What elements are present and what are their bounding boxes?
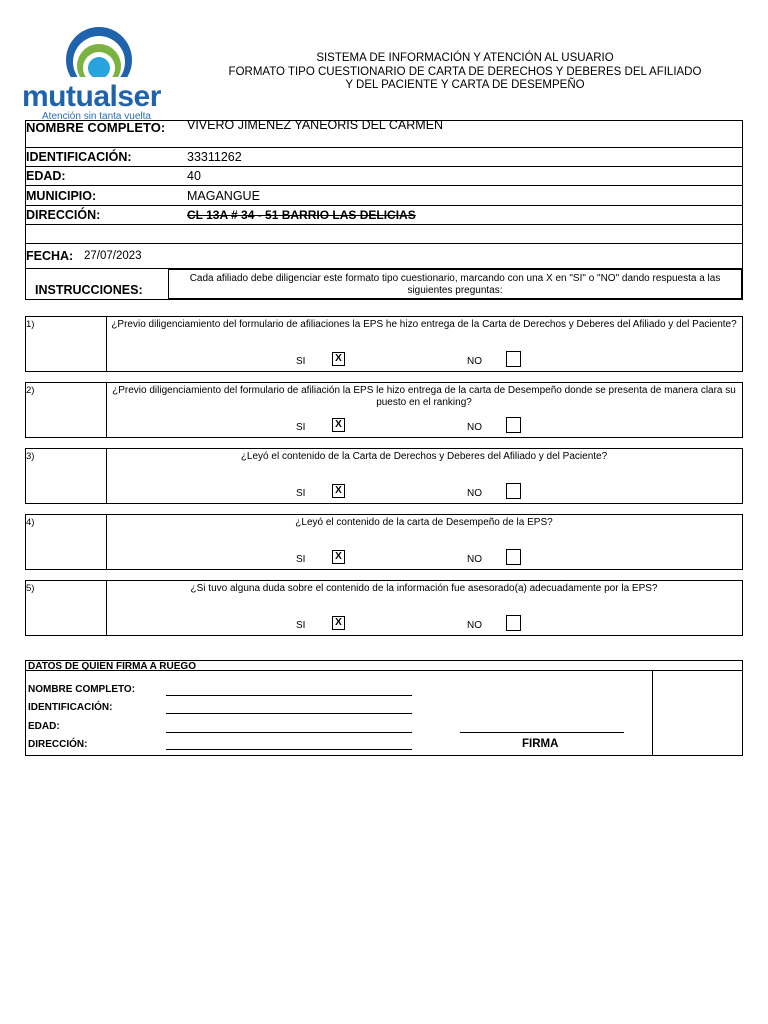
- si-checkbox[interactable]: [332, 418, 345, 432]
- question-text: ¿Si tuvo alguna duda sobre el contenido de la información fue asesorado(a) adecuadamente por la EPS?: [190, 583, 658, 594]
- direccion-label: DIRECCIÓN:: [26, 208, 101, 222]
- document-header: [200, 52, 730, 93]
- no-checkbox[interactable]: [506, 549, 521, 565]
- question-text: ¿Previo diligenciamiento del formulario de afiliación la EPS le hizo entrega de la carta de Desempeño donde se presenta de manera clara su puesto en el ranking?: [112, 385, 736, 408]
- si-checkbox[interactable]: [332, 352, 345, 366]
- question-number: 5): [26, 583, 35, 594]
- si-checkbox[interactable]: [332, 550, 345, 564]
- question-text: ¿Leyó el contenido de la Carta de Derechos y Deberes del Afiliado y del Paciente?: [240, 451, 608, 462]
- no-label: NO: [467, 422, 482, 433]
- question-text: ¿Leyó el contenido de la carta de Desempeño de la EPS?: [295, 517, 553, 528]
- nombre-label: NOMBRE COMPLETO:: [26, 120, 166, 135]
- no-checkbox[interactable]: [506, 483, 521, 499]
- firma-a-ruego-section: [25, 660, 743, 756]
- question-1: [25, 316, 743, 372]
- instructions-text: Cada afiliado debe diligenciar este formato tipo cuestionario, marcando con una X en "SI" o "NO" dando respuesta a las siguientes preguntas:: [168, 269, 742, 299]
- logo-wordmark: mutualser: [22, 80, 161, 113]
- ruego-title: DATOS DE QUIEN FIRMA A RUEGO: [28, 661, 196, 672]
- municipio-value: MAGANGUE: [187, 189, 260, 203]
- municipio-label: MUNICIPIO:: [26, 189, 97, 203]
- x-mark: X: [335, 353, 342, 364]
- ruego-direccion-label: DIRECCIÓN:: [28, 739, 88, 750]
- question-number: 2): [26, 385, 35, 396]
- fecha-label: FECHA:: [26, 249, 74, 263]
- question-2: [25, 382, 743, 438]
- ruego-nombre-line[interactable]: [166, 695, 412, 696]
- logo-tagline: Atención sin tanta vuelta: [42, 111, 151, 122]
- header-line-1: SISTEMA DE INFORMACIÓN Y ATENCIÓN AL USUARIO: [316, 52, 614, 64]
- question-5: [25, 580, 743, 636]
- ruego-nombre-label: NOMBRE COMPLETO:: [28, 684, 136, 695]
- si-checkbox[interactable]: [332, 484, 345, 498]
- ruego-direccion-line[interactable]: [166, 749, 412, 750]
- edad-value: 40: [187, 169, 201, 183]
- identificacion-label: IDENTIFICACIÓN:: [26, 150, 132, 164]
- si-label: SI: [296, 356, 306, 367]
- identificacion-value: 33311262: [187, 150, 242, 164]
- firma-label: FIRMA: [522, 738, 559, 750]
- si-label: SI: [296, 488, 306, 499]
- question-4: [25, 514, 743, 570]
- x-mark: X: [335, 485, 342, 496]
- no-label: NO: [467, 620, 482, 631]
- si-label: SI: [296, 620, 306, 631]
- x-mark: X: [335, 551, 342, 562]
- no-label: NO: [467, 554, 482, 565]
- ruego-edad-label: EDAD:: [28, 721, 60, 732]
- header-line-3: Y DEL PACIENTE Y CARTA DE DESEMPEÑO: [345, 79, 585, 91]
- firma-box: [652, 670, 743, 755]
- question-3: [25, 448, 743, 504]
- mutualser-logo: [22, 22, 182, 122]
- si-checkbox[interactable]: [332, 616, 345, 630]
- edad-label: EDAD:: [26, 169, 66, 183]
- question-number: 4): [26, 517, 35, 528]
- x-mark: X: [335, 419, 342, 430]
- x-mark: X: [335, 617, 342, 628]
- ruego-id-label: IDENTIFICACIÓN:: [28, 702, 113, 713]
- si-label: SI: [296, 422, 306, 433]
- question-number: 3): [26, 451, 35, 462]
- header-line-2: FORMATO TIPO CUESTIONARIO DE CARTA DE DERECHOS Y DEBERES DEL AFILIADO: [228, 65, 702, 78]
- no-checkbox[interactable]: [506, 615, 521, 631]
- nombre-value: VIVERO JIMENEZ YANEORIS DEL CARMEN: [187, 118, 444, 132]
- question-text: ¿Previo diligenciamiento del formulario de afiliaciones la EPS he hizo entrega de la Carta de Derechos y Deberes del Afiliado y del Paciente?: [111, 319, 737, 330]
- si-label: SI: [296, 554, 306, 565]
- ruego-id-line[interactable]: [166, 713, 412, 714]
- firma-line[interactable]: [460, 732, 624, 733]
- direccion-value: CL 13A # 34 - 51 BARRIO LAS DELICIAS: [187, 208, 416, 222]
- question-number: 1): [26, 319, 35, 330]
- instrucciones-label: INSTRUCCIONES:: [35, 283, 143, 297]
- fecha-value: 27/07/2023: [84, 250, 142, 262]
- no-label: NO: [467, 356, 482, 367]
- ruego-edad-line[interactable]: [166, 732, 412, 733]
- no-checkbox[interactable]: [506, 351, 521, 367]
- no-label: NO: [467, 488, 482, 499]
- no-checkbox[interactable]: [506, 417, 521, 433]
